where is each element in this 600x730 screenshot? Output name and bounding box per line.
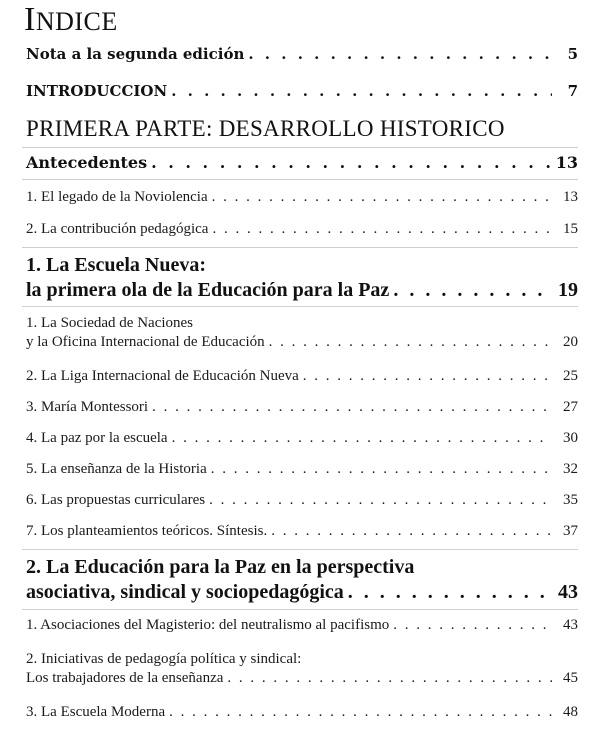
toc-entry-label: 2. La contribución pedagógica [26,221,209,237]
toc-entry[interactable] [26,188,578,207]
chapter-title-line: 2. La Educación para la Paz en la perspectiva [26,556,415,578]
toc-entry-introduccion[interactable] [26,81,578,101]
dot-leader [212,220,552,239]
dot-leader [171,81,552,101]
toc-entry[interactable] [26,220,578,239]
divider [22,247,578,248]
divider [22,549,578,550]
dot-leader [348,580,552,605]
dot-leader [172,429,552,448]
dot-leader [152,398,552,417]
divider [22,147,578,148]
toc-entry[interactable] [26,650,578,688]
index-title: INDICE [24,1,118,38]
dot-leader [212,188,552,207]
divider [22,179,578,180]
toc-page-number: 19 [558,279,578,301]
toc-section-antecedentes[interactable] [26,153,578,173]
toc-page-number: 25 [563,368,578,384]
toc-page-number: 45 [563,670,578,686]
toc-page-number: 13 [555,153,578,172]
divider [22,306,578,307]
toc-page-number: 35 [563,492,578,508]
dot-leader [271,522,552,541]
chapter-title-line: asociativa, sindical y sociopedagógica [26,581,344,603]
toc-entry-label: 4. La paz por la escuela [26,430,168,446]
toc-page-number: 37 [563,523,578,539]
dot-leader [248,44,552,64]
toc-entry-label: 1. El legado de la Noviolencia [26,189,208,205]
toc-entry[interactable] [26,314,578,352]
toc-entry[interactable] [26,367,578,386]
toc-page-number: 7 [567,82,578,100]
toc-entry[interactable] [26,429,578,448]
toc-page-number: 30 [563,430,578,446]
toc-page-number: 5 [567,45,578,63]
toc-entry-label: 3. María Montessori [26,399,149,415]
toc-page-number: 27 [563,399,578,415]
toc-page-number: 43 [563,617,578,633]
toc-entry-label: 1. La Sociedad de Naciones [26,315,194,331]
toc-page-number: 32 [563,461,578,477]
toc-chapter-1[interactable] [26,253,578,303]
dot-leader [269,333,552,352]
toc-entry-label: y la Oficina Internacional de Educación [26,334,265,350]
chapter-title-line: la primera ola de la Educación para la Paz [26,279,390,301]
dot-leader [211,460,552,479]
toc-entry-label: 3. La Escuela Moderna [26,704,166,720]
dot-leader [227,669,552,688]
dot-leader [393,616,552,635]
toc-page-number: 43 [558,581,578,603]
toc-entry[interactable] [26,616,578,635]
toc-page-number: 15 [563,221,578,237]
toc-page-number: 20 [563,334,578,350]
toc-entry-label: 2. Iniciativas de pedagogía política y sindical: [26,651,302,667]
dot-leader [169,703,552,722]
toc-page-number: 48 [563,704,578,720]
toc-entry[interactable] [26,398,578,417]
toc-entry-label: 2. La Liga Internacional de Educación Nueva [26,368,299,384]
toc-entry[interactable] [26,460,578,479]
part-title: PRIMERA PARTE: DESARROLLO HISTORICO [26,116,505,141]
toc-entry-label: INTRODUCCION [26,82,168,100]
toc-entry-nota[interactable] [26,44,578,64]
divider [22,609,578,610]
toc-entry-label: 5. La enseñanza de la Historia [26,461,207,477]
dot-leader [151,153,552,173]
dot-leader [209,491,552,510]
toc-entry-label: 1. Asociaciones del Magisterio: del neutralismo al pacifismo [26,617,390,633]
toc-section-label: Antecedentes [26,153,148,172]
toc-entry[interactable] [26,491,578,510]
toc-entry-label: Los trabajadores de la enseñanza [26,670,224,686]
dot-leader [303,367,552,386]
toc-entry[interactable] [26,522,578,541]
dot-leader [393,278,552,303]
chapter-title-line: 1. La Escuela Nueva: [26,254,206,276]
toc-chapter-2[interactable] [26,555,578,605]
toc-page-number: 13 [563,189,578,205]
toc-entry-label: 7. Los planteamientos teóricos. Síntesis. [26,523,268,539]
toc-entry-label: Nota a la segunda edición [26,45,245,63]
toc-entry-label: 6. Las propuestas curriculares [26,492,206,508]
toc-entry[interactable] [26,703,578,722]
